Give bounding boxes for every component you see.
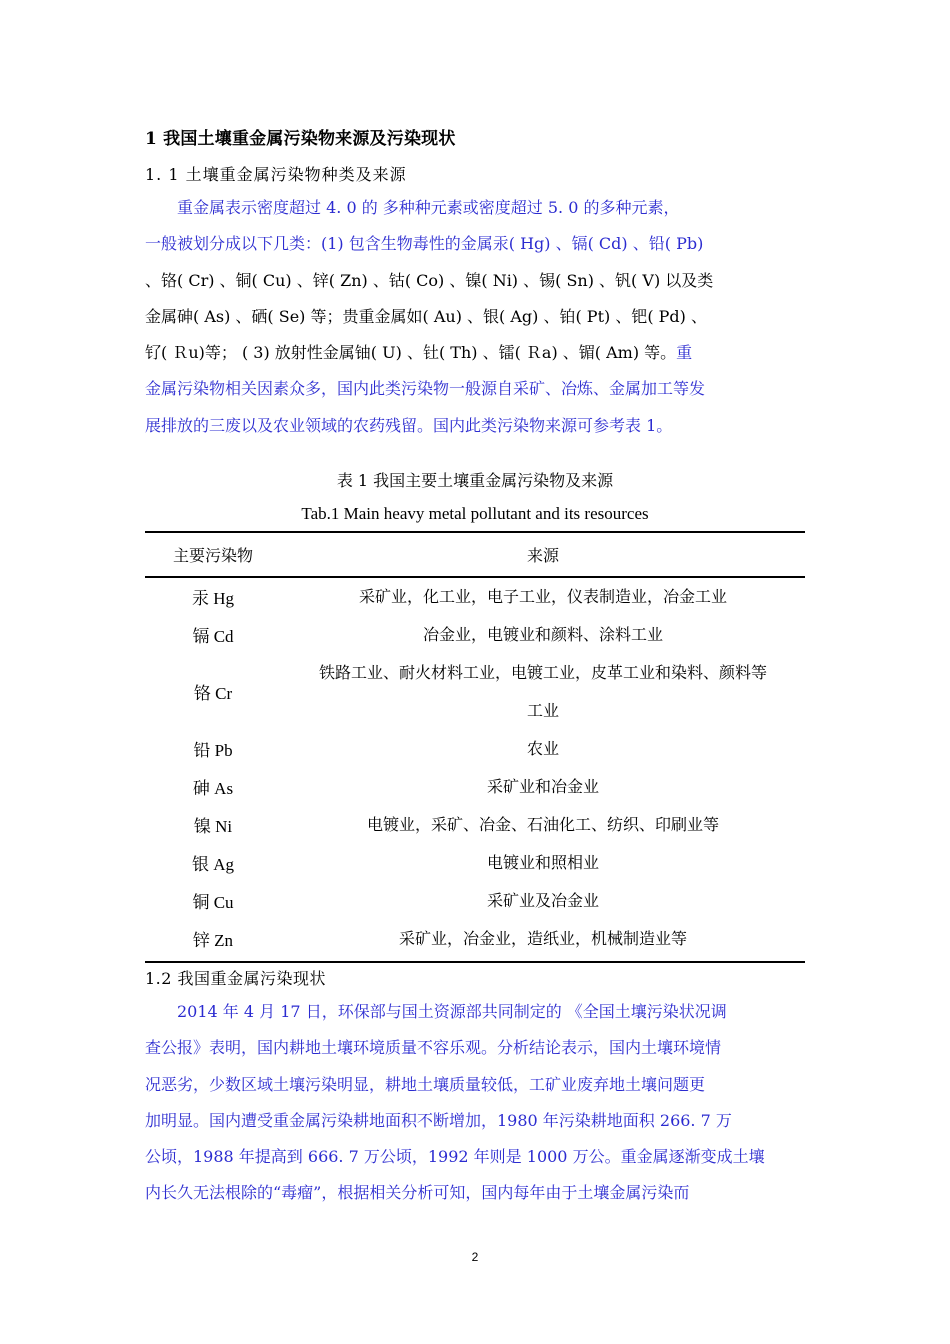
text-run: 重金属表示密度超过 4. 0 的 多种种元素或密度超过 5. 0 的多种元素， xyxy=(145,198,680,217)
cell-pollutant: 银 Ag xyxy=(191,855,235,874)
cell-source: 电镀业和照相业 xyxy=(486,853,599,872)
paragraph-line: 2014 年 4 月 17 日，环保部与国土资源部共同制定的 《全国土壤污染状况调 xyxy=(145,1002,727,1021)
table-top-rule xyxy=(145,531,805,533)
cell-pollutant: 铅 Pb xyxy=(193,741,233,760)
paragraph-line xyxy=(145,263,807,299)
cell-source: 采矿业，冶金业，造纸业，机械制造业等 xyxy=(398,929,687,948)
cell-source: 农业 xyxy=(526,739,559,758)
table-row xyxy=(145,618,805,656)
paragraph-line: 况恶劣，少数区域土壤污染明显，耕地土壤质量较低，工矿业废弃地土壤问题更 xyxy=(145,1074,706,1094)
text-run: 金属污染物相关因素众多，国内此类污染物一般源自采矿、冶炼、金属加工等发 xyxy=(145,379,706,399)
table-header-source: 来源 xyxy=(526,546,559,565)
table-row xyxy=(145,770,805,808)
cell-pollutant: 铜 Cu xyxy=(192,893,234,912)
cell-source: 采矿业及冶金业 xyxy=(486,891,599,910)
cell-source: 采矿业和冶金业 xyxy=(486,777,599,796)
paragraph-line: 内长久无法根除的“毒瘤”，根据相关分析可知，国内每年由于土壤金属污染而 xyxy=(145,1183,690,1203)
cell-pollutant: 砷 As xyxy=(192,779,234,798)
table-row xyxy=(145,732,805,770)
text-run: 重 xyxy=(676,343,693,363)
table-row xyxy=(145,846,805,884)
paragraph-line xyxy=(145,299,807,335)
cell-source: 冶金业，电镀业和颜料、涂料工业 xyxy=(422,625,663,644)
page-number: 2 xyxy=(471,1250,479,1264)
text-run: 展排放的三废以及农业领域的农药残留。国内此类污染物来源可参考表 1。 xyxy=(145,415,673,435)
section-heading-1-2: 1.2 我国重金属污染现状 xyxy=(145,969,327,988)
table-row xyxy=(145,808,805,846)
table-caption-en: Tab.1 Main heavy metal pollutant and its resources xyxy=(301,504,649,523)
paragraph-heavy-metal-types xyxy=(145,190,807,444)
paragraph-line: 查公报》表明，国内耕地土壤环境质量不容乐观。分析结论表示，国内土壤环境情 xyxy=(145,1038,722,1058)
cell-pollutant: 锌 Zn xyxy=(192,931,234,950)
text-run: 钌( Ｒu)等； ( 3) 放射性金属铀( U) 、钍( Th) 、镭( Ｒa) 、镅( Am) 等。 xyxy=(145,343,677,363)
cell-pollutant: 汞 Hg xyxy=(191,589,235,608)
paragraph-line: 加明显。国内遭受重金属污染耕地面积不断增加，1980 年污染耕地面积 266. 7 万 xyxy=(145,1110,732,1130)
paragraph-line xyxy=(145,190,807,226)
text-run: 金属砷( As) 、硒( Se) 等；贵重金属如( Au) 、银( Ag) 、铂( Pt) 、钯( Pd) 、 xyxy=(145,306,707,326)
paragraph-line xyxy=(145,371,807,407)
cell-pollutant: 镉 Cd xyxy=(192,627,234,646)
table-row xyxy=(145,656,805,732)
paragraph-line xyxy=(145,408,807,444)
paragraph-line xyxy=(145,226,807,262)
paragraph-line xyxy=(145,335,807,371)
cell-source: 工业 xyxy=(526,701,559,720)
section-heading-1-1: 1. 1 土壤重金属污染物种类及来源 xyxy=(145,165,407,184)
paragraph-line: 公顷，1988 年提高到 666. 7 万公顷，1992 年则是 1000 万公。重金属逐渐变成土壤 xyxy=(145,1147,765,1167)
text-run: 一般被划分成以下几类：(1) 包含生物毒性的金属汞( Hg) 、镉( Cd) 、铅( Pb) xyxy=(145,234,704,254)
table-caption-cn: 表 1 我国主要土壤重金属污染物及来源 xyxy=(336,471,614,490)
table-bottom-rule xyxy=(145,961,805,963)
cell-source: 电镀业，采矿、冶金、石油化工、纺织、印刷业等 xyxy=(366,815,719,834)
table-header-rule xyxy=(145,576,805,578)
table-header-pollutant: 主要污染物 xyxy=(172,546,253,565)
section-heading-1: 1 我国土壤重金属污染物来源及污染现状 xyxy=(145,129,456,149)
table-row xyxy=(145,884,805,922)
table-row xyxy=(145,922,805,960)
cell-source: 铁路工业、耐火材料工业，电镀工业，皮革工业和染料、颜料等 xyxy=(318,663,767,682)
cell-source: 采矿业，化工业，电子工业，仪表制造业，冶金工业 xyxy=(358,587,727,606)
cell-pollutant: 镍 Ni xyxy=(193,817,233,836)
paragraph-pollution-status xyxy=(145,994,807,1212)
table-row xyxy=(145,580,805,618)
text-run: 、铬( Cr) 、铜( Cu) 、锌( Zn) 、钴( Co) 、镍( Ni) 、锡( Sn) 、钒( V) 以及类 xyxy=(145,270,714,290)
cell-pollutant: 铬 Cr xyxy=(193,684,233,703)
